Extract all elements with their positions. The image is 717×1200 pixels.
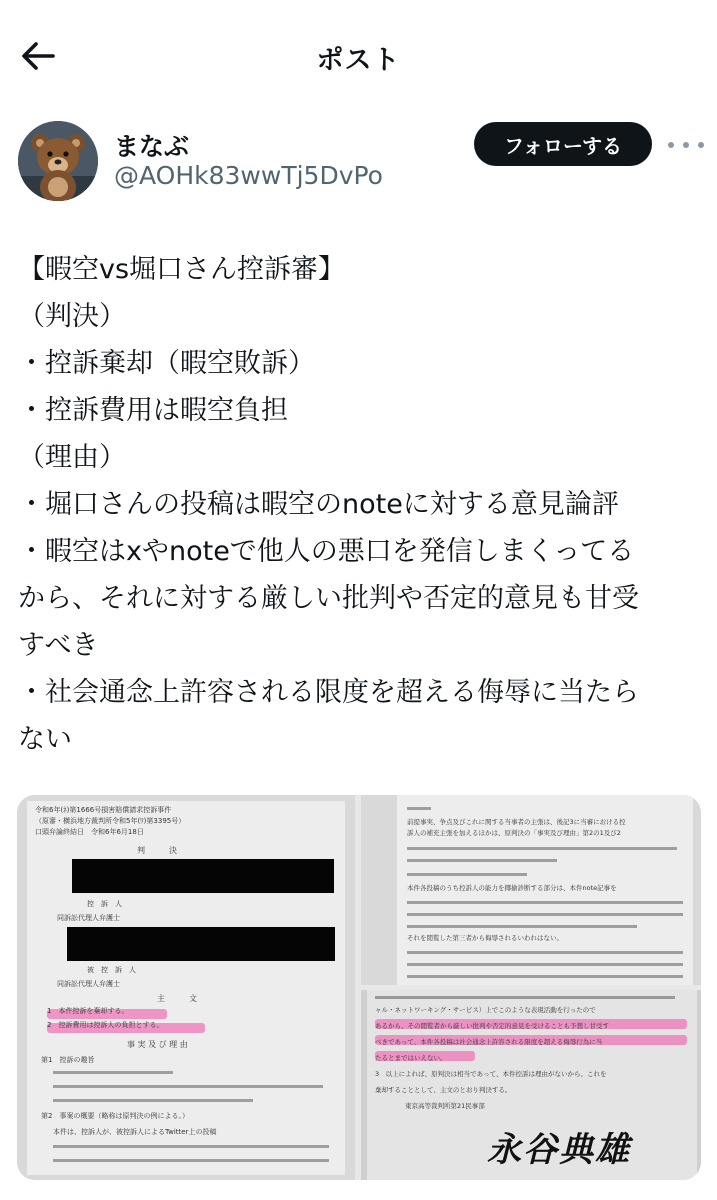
case-header [35,805,335,838]
text-line: ャル・ネットワーキング・サービス）上でこのような表現活動を行ったので [375,1006,596,1014]
tweet-line: ・社会通念上許容される限度を超える侮辱に当たら [18,677,639,708]
tweet-line: すべき [18,630,99,661]
text-line [53,1145,329,1148]
text-line: それを閲覧した第三者から侮辱されるいわれはない。 [407,934,563,942]
ruling-item-1: 1 本件控訴を棄却する。 [47,1007,129,1015]
more-options-button[interactable] [668,135,704,155]
judgment-heading: 判 決 [137,846,177,855]
tweet-line: ・堀口さんの投稿は暇空のnoteに対する意見論評 [18,489,619,520]
text-line [53,1099,253,1102]
document-paper [27,801,345,1175]
document-paper [367,990,697,1180]
text-line: 本件各投稿のうち控訴人の能力を揶揄診断する部分は、本件note記事を [407,884,617,892]
text-line [407,901,683,904]
tweet-line: 【暇空vs堀口さん控訴審】 [18,254,346,285]
tweet-line: ・控訴棄却（暇空敗訴） [18,348,315,379]
text-line: 訴人の補充主張を加えるほかは、原判決の「事実及び理由」第2の1及び2 [407,829,621,837]
case-closing-date: 口頭弁論終結日 令和6年6月18日 [35,828,144,836]
teddy-bear-avatar [18,121,98,201]
tweet-line: ・控訴費用は暇空負担 [18,395,288,426]
tweet-line: ない [18,724,72,755]
text-line: あるから、その閲覧者から厳しい批判や否定的意見を受けることも予想し甘受す [375,1022,609,1030]
tweet-line: （理由） [18,442,126,473]
case-origin: （原審・横浜地方裁判所令和5年(ﾜ)第3395号） [35,817,186,825]
text-line [53,1159,329,1162]
section-2: 第2 事案の概要（略称は原判決の例による。） [41,1112,189,1120]
text-line [53,1071,173,1074]
top-bar [0,0,717,110]
more-horizontal-icon [683,142,689,148]
follow-button[interactable]: フォローする [474,122,652,166]
page-title: ポスト [316,45,401,76]
text-line: べきであって、本件各投稿は社会通念上許容される限度を超える侮辱行為に当 [375,1038,603,1046]
text-line [407,951,683,954]
text-line [407,847,677,850]
section-1: 第1 控訴の趣旨 [41,1056,95,1064]
document-paper [397,795,693,985]
text-line: 棄却することとして、主文のとおり判決する。 [375,1086,512,1094]
ruling-item-2: 2 控訴費用は控訴人の負担とする。 [47,1021,164,1029]
redaction-bar [67,927,335,961]
media-image-judgment-page3[interactable] [361,990,701,1180]
redaction-bar [72,859,334,893]
facts-heading: 事 実 及 び 理 由 [127,1040,188,1049]
text-line: 前提事実、争点及びこれに関する当事者の主張は、後記3に当審における控 [407,818,626,826]
signature-text: 永谷典雄 [487,1130,631,1170]
media-image-judgment-page1[interactable] [17,795,355,1180]
text-line [407,807,431,810]
media-gallery [17,795,701,1180]
text-line [407,859,557,862]
text-line [407,873,527,876]
role-counsel-2: 同訴訟代理人弁護士 [57,980,120,988]
role-appellant: 控 訴 人 [87,900,122,908]
tweet-line: から、それに対する厳しい批判や否定的意見も甘受 [18,583,639,614]
court-name: 東京高等裁判所第21民事部 [405,1102,485,1110]
user-handle[interactable]: @AOHk83wwTj5DvPo [114,161,383,190]
more-horizontal-icon [698,142,704,148]
text-line: たるとまではいえない。 [375,1054,447,1062]
text-line [407,913,683,916]
judge-signature [487,1122,677,1174]
media-image-judgment-page2[interactable] [361,795,701,985]
display-name[interactable]: まなぶ [114,132,190,161]
text-line [53,1085,323,1088]
tweet-line: ・暇空はxやnoteで他人の悪口を発信しまくってる [18,536,635,567]
main-text-heading: 主 文 [157,994,197,1003]
text-line [375,996,675,999]
role-appellee: 被 控 訴 人 [87,966,136,974]
case-number: 令和6年(ﾈ)第1666号損害賠償請求控訴事件 [35,806,172,814]
text-line: 3 以上によれば、原判決は相当であって、本件控訴は理由がないから、これを [375,1070,607,1078]
tweet-text [18,246,702,763]
text-line [407,963,683,966]
role-counsel: 同訴訟代理人弁護士 [57,914,120,922]
text-block [375,1002,693,1114]
text-line [407,975,683,978]
more-horizontal-icon [668,142,674,148]
text-block [407,817,687,839]
author-row [0,115,717,210]
text-line [407,925,637,928]
tweet-line: （判決） [18,301,126,332]
section-2-text: 本件は、控訴人が、被控訴人によるTwitter上の投稿 [53,1128,217,1136]
avatar[interactable] [18,121,98,201]
